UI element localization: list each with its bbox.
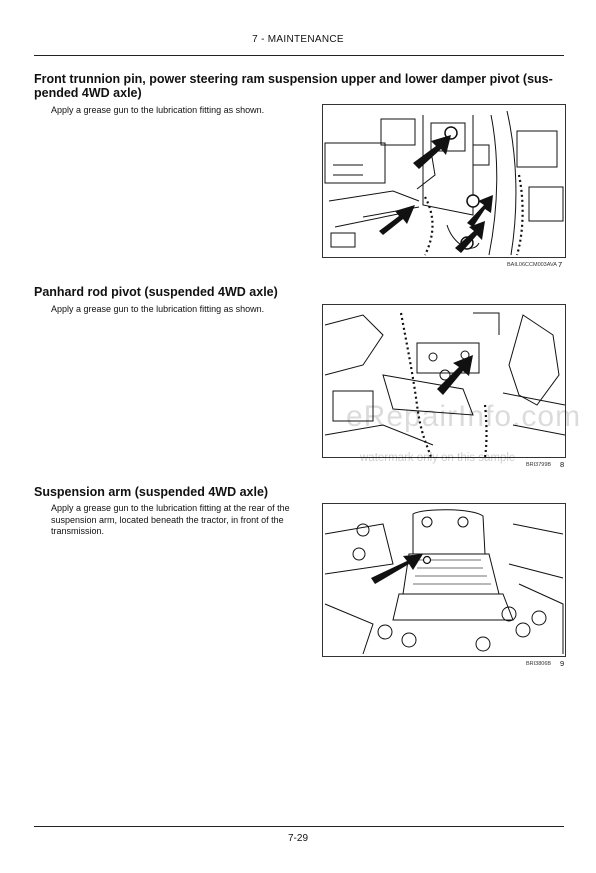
- figure-number-suspension-arm: 9: [560, 659, 565, 668]
- section-body-front-trunnion: Apply a grease gun to the lubrication fitting as shown.: [51, 105, 265, 115]
- figure-code-front-trunnion: BAIL06CCM003AVA: [507, 262, 557, 268]
- section-body-suspension-arm: Apply a grease gun to the lubrication fitting at the rear of the suspension arm, located beneath the tractor, in front of the transmission.: [51, 503, 290, 536]
- figure-panhard: [322, 304, 566, 458]
- figure-front-trunnion: [322, 104, 566, 258]
- figure-suspension-arm: [322, 503, 566, 657]
- figure-code-suspension-arm: BRI3806B: [526, 661, 552, 667]
- illustration-suspension-arm: [323, 504, 565, 656]
- illustration-front-trunnion: [323, 105, 565, 257]
- page-number: 7-29: [287, 833, 308, 844]
- header-title: 7 - MAINTENANCE: [252, 34, 344, 45]
- figure-number-panhard: 8: [560, 460, 565, 469]
- illustration-panhard: [323, 305, 565, 457]
- header-rule: [34, 55, 564, 56]
- section-title-front-trunnion: Front trunnion pin, power steering ram suspension upper and lower damper pivot (sus-pended 4WD axle): [34, 72, 553, 100]
- section-title-suspension-arm: Suspension arm (suspended 4WD axle): [34, 485, 269, 499]
- watermark-brand: eRepairInfo.com: [346, 400, 582, 433]
- watermark-note: watermark only on this sample: [360, 452, 516, 464]
- figure-number-front-trunnion: 7: [558, 260, 563, 269]
- footer-rule: [34, 826, 564, 827]
- section-body-panhard: Apply a grease gun to the lubrication fitting as shown.: [51, 304, 265, 314]
- figure-code-panhard: BRI3799B: [526, 462, 552, 468]
- section-title-panhard: Panhard rod pivot (suspended 4WD axle): [34, 285, 278, 299]
